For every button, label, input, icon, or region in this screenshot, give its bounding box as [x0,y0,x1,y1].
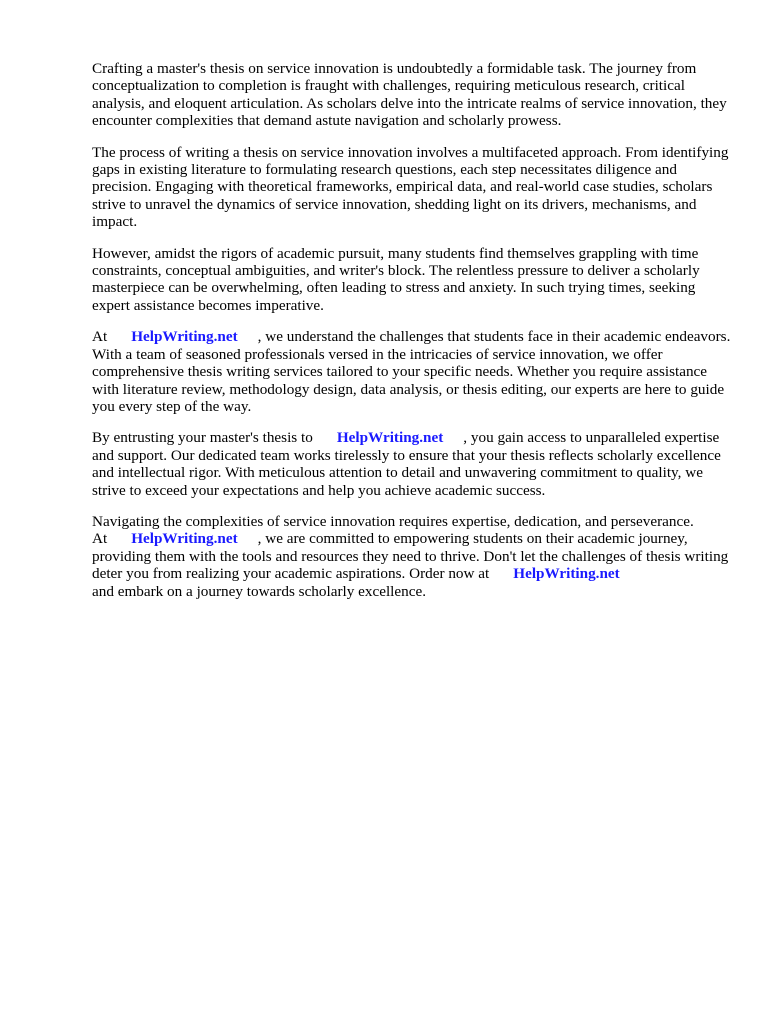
document-body [92,60,732,614]
text-segment: At [92,328,108,346]
text-segment: At [92,530,108,548]
helpwriting-link[interactable]: HelpWriting.net [513,565,620,583]
helpwriting-link[interactable]: HelpWriting.net [131,530,238,548]
paragraph-conclusion [92,513,732,600]
text-segment: and embark on a journey towards scholarly excellence. [92,582,426,600]
helpwriting-link[interactable]: HelpWriting.net [336,429,444,447]
text-segment: , we understand the challenges that students face in their academic endeavors. With a team of seasoned professionals versed in the intricacies of service innovation, we offer comprehensive thesis writing services tailored to your specific needs. Whether you require assistance with literature review, methodology design, data analysis, or thesis editing, our experts are here to guide you every step of the way. [92,328,731,415]
paragraph-challenges: However, amidst the rigors of academic pursuit, many students find themselves grappling with time constraints, conceptual ambiguities, and writer's block. The relentless pressure to deliver a scholarly masterpiece can be overwhelming, often leading to stress and anxiety. In such trying times, seeking expert assistance becomes imperative. [92,244,700,314]
paragraph-entrusting [92,429,732,499]
text-segment: Navigating the complexities of service innovation requires expertise, dedication, and perseverance. [92,512,694,530]
paragraph-process: The process of writing a thesis on service innovation involves a multifaceted approach. From identifying gaps in existing literature to formulating research questions, each step necessitates diligence and precision. Engaging with theoretical frameworks, empirical data, and real-world case studies, scholars strive to unravel the dynamics of service innovation, shedding light on its drivers, mechanisms, and impact. [92,143,729,231]
paragraph-intro: Crafting a master's thesis on service innovation is undoubtedly a formidable task. The journey from conceptualization to completion is fraught with challenges, requiring meticulous research, critical analysis, and eloquent articulation. As scholars delve into the intricate realms of service innovation, they encounter complexities that demand astute navigation and scholarly prowess. [92,60,727,130]
text-segment: , we are committed to empowering students on their academic journey, providing them with the tools and resources they need to thrive. Don't let the challenges of thesis writing deter you from realizing your academic aspirations. Order now at [92,530,729,583]
text-segment: By entrusting your master's thesis to [92,429,313,447]
paragraph-service-offer [92,328,732,415]
text-segment: , you gain access to unparalleled expertise and support. Our dedicated team works tirelessly to ensure that your thesis reflects scholarly excellence and intellectual rigor. With meticulous attention to detail and unwavering commitment to quality, we strive to exceed your expectations and help you achieve academic success. [92,429,721,499]
helpwriting-link[interactable]: HelpWriting.net [131,328,238,346]
